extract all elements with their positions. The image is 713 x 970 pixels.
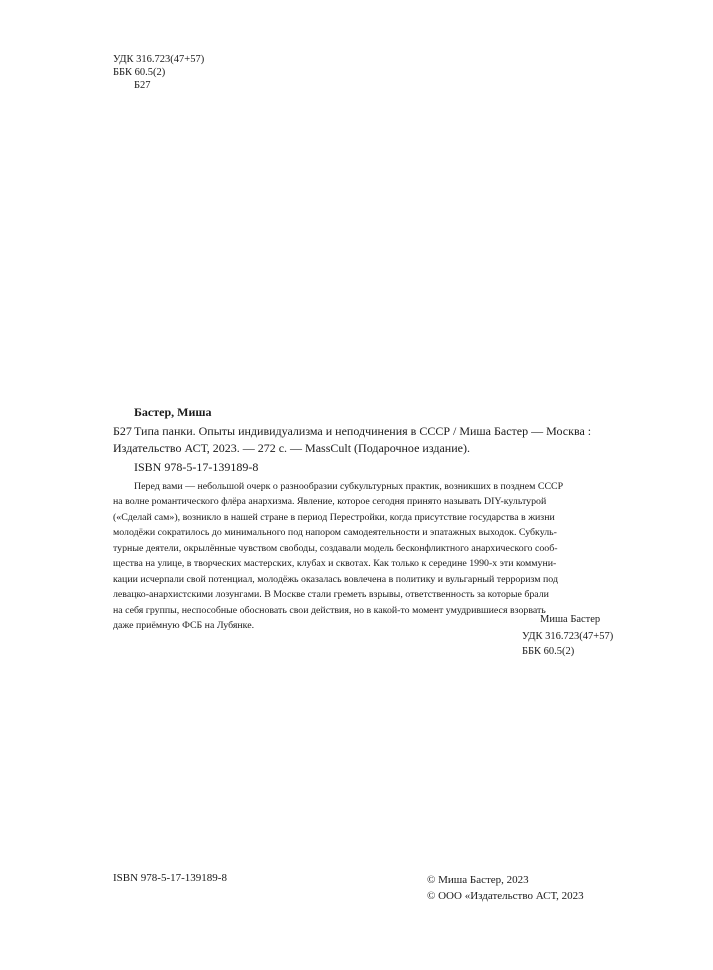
annotation-line: молодёжи сократилось до минимального под напором самодеятельности и эпатажных выходок. Субкуль- [113,527,557,539]
author-mark: Б27 [134,80,151,91]
right-classification-codes [522,629,613,659]
annotation-line: Перед вами — небольшой очерк о разнообразии субкультурных практик, возникших в позднем СССР [134,481,564,492]
annotation-paragraph [113,479,618,634]
copyright-author: © Миша Бастер, 2023 [427,874,529,886]
catalog-isbn: ISBN 978-5-17-139189-8 [134,460,259,474]
annotation-line: левацко-анархистскими лозунгами. В Москве стали греметь взрывы, ответственность за которые брали [113,589,549,601]
catalog-author: Бастер, Миша [134,405,212,419]
copyright-block [427,872,584,904]
title-line: Типа панки. Опыты индивидуализма и неподчинения в СССР / Миша Бастер — Москва : [134,424,592,438]
footer-isbn: ISBN 978-5-17-139189-8 [113,872,227,884]
bbk-code: ББК 60.5(2) [522,646,575,657]
udk-code: УДК 316.723(47+57) [113,54,205,65]
annotation-line: на волне романтического флёра анархизма. Явление, которое сегодня принято называть DIY-культурой [113,496,547,508]
bbk-code: ББК 60.5(2) [113,67,166,78]
annotation-line: на себя группы, неспособные обосновать свои действия, но в какой-то момент умудрившиеся взорвать [113,604,546,616]
copyright-publisher: © ООО «Издательство АСТ, 2023 [427,890,584,902]
annotation-line: («Сделай сам»), возникло в нашей стране в период Перестройки, когда присутствие государства в жизни [113,511,555,523]
annotation-line: щества на улице, в творческих мастерских, клубах и сквотах. Как только к середине 1990-х эти коммуни- [113,558,557,570]
annotation-line: даже приёмную ФСБ на Лубянке. [113,620,255,632]
catalog-author-mark: Б27 [113,424,132,438]
annotation-line: кации исчерпали свой потенциал, молодёжь оказалась вовлечена в политику и вульгарный терроризм под [113,573,558,585]
title-line: Издательство АСТ, 2023. — 272 с. — MassCult (Подарочное издание). [113,441,470,455]
udk-code: УДК 316.723(47+57) [522,631,614,642]
annotation-line: турные деятели, окрылённые чувством свободы, создавали модель бесконфликтного анархического сооб- [113,542,558,554]
top-classification-codes [113,53,204,92]
annotation-signature: Миша Бастер [540,614,601,625]
